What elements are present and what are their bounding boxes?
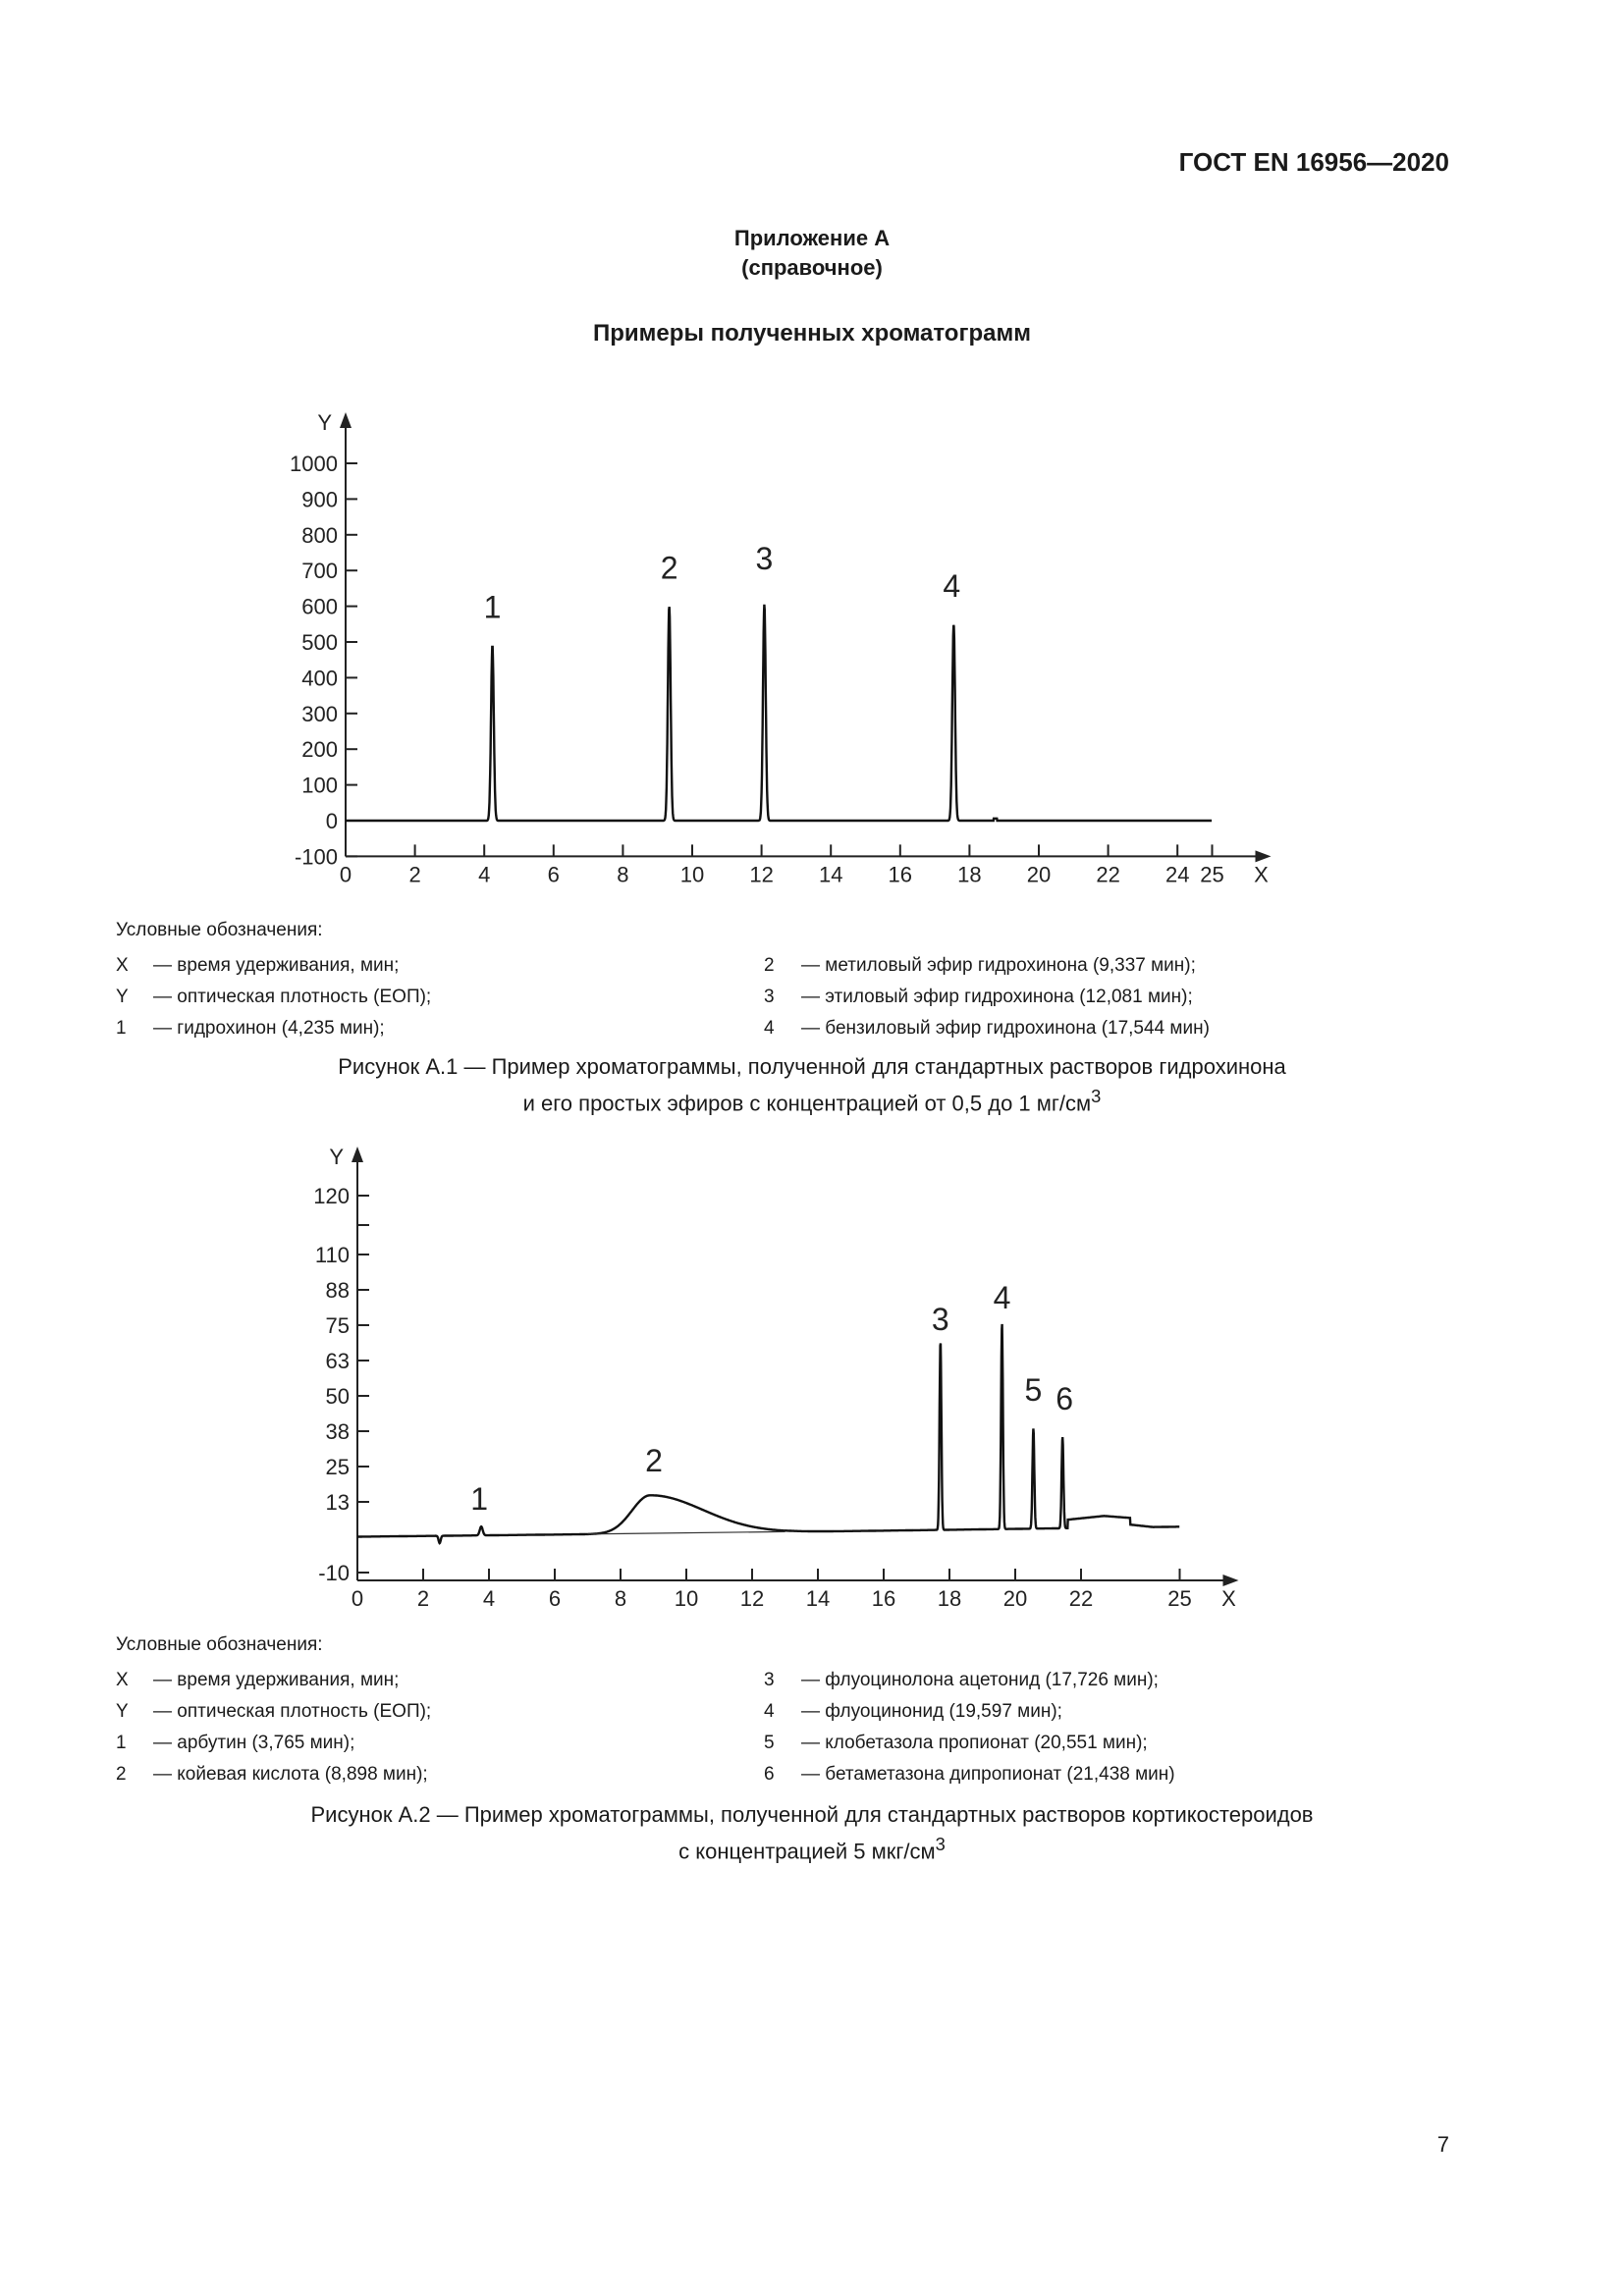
legend-symbol: 2 [764,955,775,976]
y-tick-label: 25 [325,1455,350,1479]
peak-label: 3 [755,540,774,576]
y-tick-label: 300 [301,701,338,726]
x-tick-label: 12 [749,862,774,887]
x-tick-label: 2 [416,1586,430,1611]
legend-item [764,1759,1412,1790]
x-tick-label: 10 [679,862,705,887]
legend-left-column [116,1665,764,1790]
x-axis-label: X [1221,1586,1236,1611]
peak-label: 2 [660,550,678,586]
caption-superscript: 3 [1091,1086,1102,1106]
peak-label: 1 [470,1481,489,1517]
legend-symbol: 3 [764,987,775,1007]
caption-line-1: Рисунок А.2 — Пример хроматограммы, полученной для стандартных растворов кортикостероидов [310,1802,1314,1827]
y-tick-label: 800 [301,522,338,548]
y-tick-label: 1000 [290,452,338,476]
legend-text: — арбутин (3,765 мин); [153,1733,355,1753]
y-tick-label: -10 [318,1561,350,1585]
peak-label: 5 [1024,1372,1043,1408]
legend-symbol: 4 [764,1701,775,1722]
y-tick-label: 500 [301,630,338,655]
legend-text: — флуоцинонид (19,597 мин); [801,1701,1062,1722]
legend-text: — оптическая плотность (ЕОП); [153,987,432,1007]
legend-item [764,1696,1412,1728]
legend-symbol: Y [116,1701,129,1722]
x-tick-label: 20 [1026,862,1052,887]
section-title: Примеры полученных хроматограмм [593,320,1031,347]
legend-text: — этиловый эфир гидрохинона (12,081 мин); [801,987,1193,1007]
legend-text: — бензиловый эфир гидрохинона (17,544 мин) [801,1018,1210,1039]
y-axis-arrow [352,1147,363,1162]
legend-item [116,1013,764,1044]
x-tick-label: 0 [351,1586,364,1611]
legend-right-column [764,950,1412,1044]
legend-symbol: X [116,955,129,976]
y-tick-label: 75 [325,1313,350,1338]
x-axis-arrow [1256,850,1272,862]
x-axis-label: X [1254,862,1269,887]
page-number: 7 [1436,2132,1449,2157]
x-tick-label: 4 [478,862,491,887]
annex-title: Приложение А [733,226,891,250]
caption-line-2 [0,1830,1624,1866]
y-tick-label: 63 [325,1349,350,1373]
y-tick-label: 400 [301,666,338,691]
legend-text: — метиловый эфир гидрохинона (9,337 мин); [801,955,1196,976]
x-tick-label: 25 [1167,1586,1192,1611]
legend-text: — флуоцинолона ацетонид (17,726 мин); [801,1670,1159,1690]
x-tick-label: 8 [617,862,629,887]
peak-label: 4 [993,1280,1011,1315]
peak-label: 2 [645,1443,663,1478]
document-code: ГОСТ EN 16956—2020 [1178,147,1449,177]
x-tick-label: 25 [1200,862,1224,887]
legend-item [764,1665,1412,1696]
legend-item [764,1013,1412,1044]
legend-symbol: 1 [116,1018,127,1039]
x-axis-arrow [1223,1575,1239,1586]
legend-symbol: 3 [764,1670,775,1690]
caption-line-2-text: и его простых эфиров с концентрацией от 0,5 до 1 мг/см [522,1091,1092,1116]
y-tick-label: 50 [325,1384,350,1409]
x-tick-label: 22 [1068,1586,1094,1611]
x-tick-label: 22 [1096,862,1120,887]
x-tick-label: 18 [937,1586,962,1611]
caption-line-1: Рисунок А.1 — Пример хроматограммы, полученной для стандартных растворов гидрохинона [338,1054,1286,1079]
legend-item [764,982,1412,1013]
x-tick-label: 4 [482,1586,496,1611]
y-tick-label: 120 [313,1184,350,1208]
legend-item [116,950,764,982]
y-tick-label: 88 [325,1278,350,1303]
legend-item [116,1696,764,1728]
legend-item [116,1759,764,1790]
legend-text: — оптическая плотность (ЕОП); [153,1701,432,1722]
y-tick-label: 100 [301,773,338,798]
y-tick-label: 110 [314,1243,350,1267]
figure-1-legend [116,915,1412,1044]
x-tick-label: 8 [614,1586,627,1611]
y-axis-label: Y [329,1145,344,1169]
x-tick-label: 0 [339,862,352,887]
chromatogram-trace [346,605,1212,821]
legend-title: Условные обозначения: [116,920,323,940]
x-tick-label: 16 [888,862,913,887]
caption-line-2 [0,1082,1624,1118]
legend-title: Условные обозначения: [116,1634,323,1655]
chromatogram-figure-2 [0,1129,1624,1611]
y-tick-label: 13 [325,1490,350,1515]
legend-right-column [764,1665,1412,1790]
legend-item [116,1665,764,1696]
legend-symbol: 6 [764,1764,775,1785]
integration-baseline [588,1531,785,1533]
peak-label: 6 [1056,1381,1074,1416]
annex-heading [0,224,1624,283]
y-tick-label: 700 [301,559,338,584]
legend-item [116,982,764,1013]
legend-text: — гидрохинон (4,235 мин); [153,1018,385,1039]
legend-symbol: Y [116,987,129,1007]
x-tick-label: 20 [1002,1586,1028,1611]
y-axis-label: Y [317,410,332,435]
caption-superscript: 3 [935,1834,946,1854]
legend-symbol: X [116,1670,129,1690]
figure-1-caption [0,1052,1624,1118]
y-tick-label: 200 [301,737,338,763]
x-tick-label: 10 [674,1586,699,1611]
x-tick-label: 18 [957,862,982,887]
legend-item [116,1728,764,1759]
legend-text: — койевая кислота (8,898 мин); [153,1764,428,1785]
legend-text: — время удерживания, мин; [153,1670,400,1690]
legend-symbol: 2 [116,1764,127,1785]
legend-item [764,950,1412,982]
caption-line-2-text: с концентрацией 5 мкг/см [678,1839,936,1864]
peak-label: 4 [943,567,961,604]
legend-item [764,1728,1412,1759]
x-tick-label: 14 [805,1586,831,1611]
x-tick-label: 2 [408,862,421,887]
peak-label: 3 [931,1302,949,1337]
y-tick-label: 0 [325,809,338,833]
legend-left-column [116,950,764,1044]
x-tick-label: 16 [871,1586,896,1611]
legend-symbol: 4 [764,1018,775,1039]
x-tick-label: 24 [1164,862,1190,887]
x-tick-label: 6 [547,862,560,887]
legend-symbol: 5 [764,1733,775,1753]
y-tick-label: 900 [301,487,338,512]
legend-symbol: 1 [116,1733,127,1753]
figure-2-caption [0,1800,1624,1866]
figure-2-legend [116,1629,1412,1790]
chromatogram-figure-1 [0,393,1624,903]
legend-text: — время удерживания, мин; [153,955,400,976]
x-tick-label: 6 [548,1586,562,1611]
legend-text: — клобетазола пропионат (20,551 мин); [801,1733,1148,1753]
legend-text: — бетаметазона дипропионат (21,438 мин) [801,1764,1175,1785]
x-tick-label: 12 [739,1586,765,1611]
annex-subtitle: (справочное) [741,255,883,280]
y-tick-label: 38 [325,1419,350,1444]
x-tick-label: 14 [818,862,843,887]
y-axis-arrow [340,412,352,428]
peak-label: 1 [483,589,502,625]
y-tick-label: -100 [294,844,338,870]
y-tick-label: 600 [301,594,338,619]
